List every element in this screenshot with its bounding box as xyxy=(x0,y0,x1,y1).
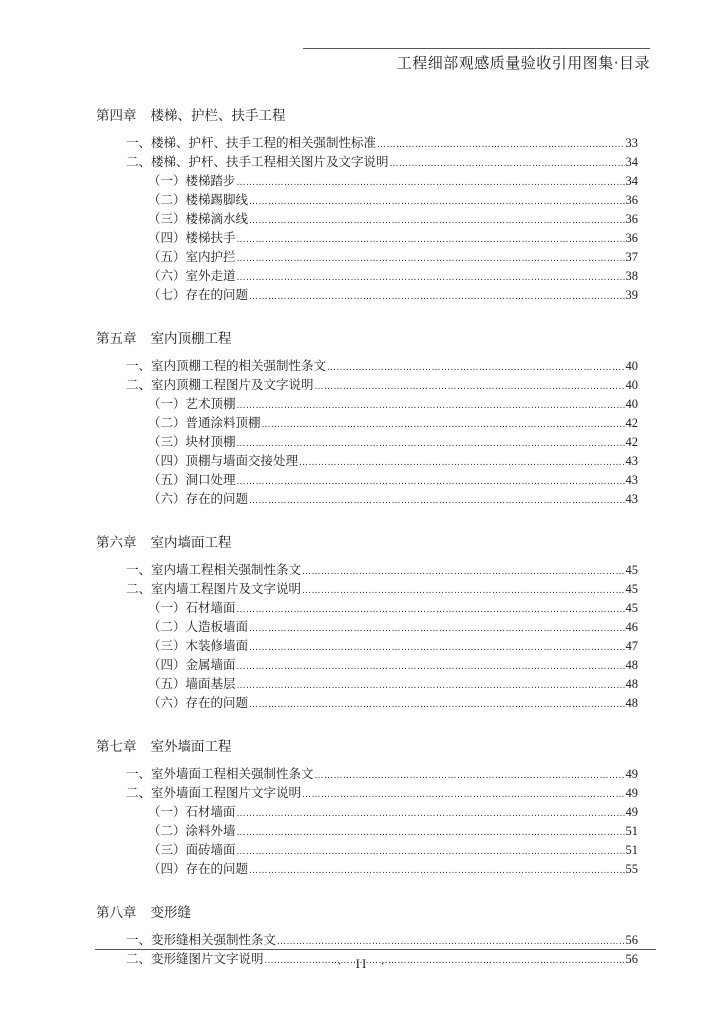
toc-entry-page-number: 37 xyxy=(625,250,638,264)
toc-entry-label: 一、楼梯、护杆、扶手工程的相关强制性标准 xyxy=(126,135,377,150)
toc-entry-page-number: 36 xyxy=(625,231,638,245)
toc-entry xyxy=(96,266,638,285)
dot-leader xyxy=(327,359,624,378)
toc-entry-page-number: 36 xyxy=(625,193,638,207)
toc-entry-label: （六）存在的问题 xyxy=(148,695,249,710)
chapter-title: 室外墙面工程 xyxy=(150,739,232,755)
dot-leader xyxy=(315,378,625,397)
dot-leader xyxy=(302,563,624,582)
chapter-heading xyxy=(96,738,638,757)
dot-leader xyxy=(237,473,625,492)
toc-entry-label: （一）石材墙面 xyxy=(148,804,236,819)
toc-entry xyxy=(96,247,638,266)
page-number: II xyxy=(355,956,369,971)
dot-leader xyxy=(249,212,624,231)
toc-entry xyxy=(96,764,638,783)
toc-entry-page-number: 51 xyxy=(625,843,638,857)
toc-entry-page-number: 55 xyxy=(625,862,638,876)
toc-entry-page-number: 51 xyxy=(625,824,638,838)
chapter-number: 第五章 xyxy=(96,331,137,347)
toc-entry-label: 一、室内墙工程相关强制性条文 xyxy=(126,562,302,577)
toc-entry-page-number: 40 xyxy=(625,397,638,411)
dot-leader xyxy=(237,269,625,288)
toc-entry xyxy=(96,802,638,821)
toc-entry-page-number: 56 xyxy=(625,952,638,966)
dot-leader xyxy=(237,824,625,843)
toc-entry xyxy=(96,470,638,489)
toc-entry xyxy=(96,190,638,209)
toc-entry xyxy=(96,617,638,636)
toc-entry-label: （五）墙面基层 xyxy=(148,676,236,691)
dot-leader xyxy=(249,193,624,212)
dot-leader xyxy=(262,416,625,435)
toc-entry-label: （六）室外走道 xyxy=(148,268,236,283)
chapter-heading xyxy=(96,107,638,126)
toc-entry xyxy=(96,394,638,413)
toc-entry-label: （六）存在的问题 xyxy=(148,491,249,506)
chapter-number: 第六章 xyxy=(96,535,137,551)
toc-entry-label: 一、变形缝相关强制性条文 xyxy=(126,932,277,947)
chapter-title: 室内顶棚工程 xyxy=(150,331,232,347)
toc-entry-label: （一）石材墙面 xyxy=(148,600,236,615)
dot-leader xyxy=(237,658,625,677)
toc-entry-page-number: 40 xyxy=(625,378,638,392)
dot-leader xyxy=(249,620,624,639)
dot-leader xyxy=(237,601,625,620)
toc-entry xyxy=(96,133,638,152)
toc-entry xyxy=(96,375,638,394)
toc-entry-page-number: 49 xyxy=(625,767,638,781)
dot-leader xyxy=(237,174,625,193)
toc-entry-label: （二）楼梯踢脚线 xyxy=(148,192,249,207)
toc-entry-page-number: 45 xyxy=(625,563,638,577)
toc-chapter xyxy=(96,330,638,508)
toc-entry-label: （四）顶棚与墙面交接处理 xyxy=(148,453,299,468)
chapter-heading xyxy=(96,904,638,923)
toc-entry-label: 一、室外墙面工程相关强制性条文 xyxy=(126,766,314,781)
chapter-heading xyxy=(96,330,638,349)
chapter-title: 室内墙面工程 xyxy=(150,535,232,551)
chapter-title: 楼梯、护栏、扶手工程 xyxy=(150,108,286,124)
toc-entry xyxy=(96,859,638,878)
toc-entry xyxy=(96,598,638,617)
toc-entry-page-number: 42 xyxy=(625,416,638,430)
footer-page-number xyxy=(0,956,724,972)
toc-entry-page-number: 47 xyxy=(625,639,638,653)
toc-entry-label: （四）楼梯扶手 xyxy=(148,230,236,245)
toc-entry-page-number: 40 xyxy=(625,359,638,373)
toc-entry xyxy=(96,930,638,949)
dot-leader xyxy=(302,786,624,805)
toc-entry xyxy=(96,579,638,598)
toc-entry-label: （三）面砖墙面 xyxy=(148,842,236,857)
dot-leader xyxy=(302,582,624,601)
toc-entry xyxy=(96,356,638,375)
toc-entry-label: 二、变形缝图片文字说明 xyxy=(126,951,264,966)
chapter-number: 第八章 xyxy=(96,905,137,921)
toc-entry-label: 二、室外墙面工程图片文字说明 xyxy=(126,785,302,800)
table-of-contents xyxy=(96,107,638,994)
toc-entry xyxy=(96,560,638,579)
toc-entry-label: （四）金属墙面 xyxy=(148,657,236,672)
toc-entry-label: （七）存在的问题 xyxy=(148,287,249,302)
toc-entry-page-number: 45 xyxy=(625,601,638,615)
footer-rule xyxy=(95,949,656,950)
dot-leader xyxy=(377,136,624,155)
dot-leader xyxy=(237,843,625,862)
toc-entry-page-number: 48 xyxy=(625,658,638,672)
footer-dot-left: · xyxy=(337,956,344,971)
toc-entry-page-number: 33 xyxy=(625,136,638,150)
footer-dot-right: · xyxy=(380,956,387,971)
dot-leader xyxy=(249,639,624,658)
toc-entry xyxy=(96,636,638,655)
chapter-heading xyxy=(96,534,638,553)
dot-leader xyxy=(315,767,625,786)
toc-entry-page-number: 56 xyxy=(625,933,638,947)
dot-leader xyxy=(237,397,625,416)
toc-entry-page-number: 43 xyxy=(625,454,638,468)
chapter-number: 第四章 xyxy=(96,108,137,124)
toc-entry-label: （一）楼梯踏步 xyxy=(148,173,236,188)
dot-leader xyxy=(237,677,625,696)
toc-entry-label: （二）涂料外墙 xyxy=(148,823,236,838)
toc-chapter xyxy=(96,534,638,712)
running-header-title: 工程细部观感质量验收引用图集·目录 xyxy=(396,54,650,72)
toc-entry xyxy=(96,451,638,470)
chapter-number: 第七章 xyxy=(96,739,137,755)
toc-entry-page-number: 39 xyxy=(625,288,638,302)
toc-entry-label: 二、室内顶棚工程图片及文字说明 xyxy=(126,377,314,392)
toc-entry-page-number: 46 xyxy=(625,620,638,634)
toc-entry-page-number: 34 xyxy=(625,174,638,188)
toc-entry-page-number: 42 xyxy=(625,435,638,449)
toc-entry-label: 二、楼梯、护杆、扶手工程相关图片及文字说明 xyxy=(126,154,389,169)
toc-entry-label: （五）室内护拦 xyxy=(148,249,236,264)
toc-chapter xyxy=(96,738,638,878)
toc-entry xyxy=(96,228,638,247)
toc-entry-label: （三）块材顶棚 xyxy=(148,434,236,449)
dot-leader xyxy=(390,155,625,174)
toc-entry-label: （五）洞口处理 xyxy=(148,472,236,487)
toc-entry-page-number: 43 xyxy=(625,473,638,487)
toc-entry xyxy=(96,209,638,228)
toc-entry xyxy=(96,285,638,304)
toc-entry-page-number: 43 xyxy=(625,492,638,506)
toc-entry-label: （二）人造板墙面 xyxy=(148,619,249,634)
toc-entry-label: （四）存在的问题 xyxy=(148,861,249,876)
toc-chapter xyxy=(96,107,638,304)
toc-entry-page-number: 45 xyxy=(625,582,638,596)
toc-entry-label: （二）普通涂料顶棚 xyxy=(148,415,261,430)
toc-entry xyxy=(96,413,638,432)
toc-entry-label: 一、室内顶棚工程的相关强制性条文 xyxy=(126,358,327,373)
toc-entry xyxy=(96,783,638,802)
toc-entry-label: （一）艺术顶棚 xyxy=(148,396,236,411)
dot-leader xyxy=(299,454,624,473)
toc-entry-page-number: 49 xyxy=(625,786,638,800)
toc-entry xyxy=(96,693,638,712)
toc-entry xyxy=(96,655,638,674)
chapter-title: 变形缝 xyxy=(150,905,191,921)
toc-entry xyxy=(96,821,638,840)
dot-leader xyxy=(237,231,625,250)
toc-entry-page-number: 38 xyxy=(625,269,638,283)
toc-entry xyxy=(96,840,638,859)
toc-entry-page-number: 48 xyxy=(625,696,638,710)
toc-entry xyxy=(96,171,638,190)
toc-entry xyxy=(96,432,638,451)
toc-entry-label: （三）楼梯滴水线 xyxy=(148,211,249,226)
toc-entry xyxy=(96,489,638,508)
toc-entry-page-number: 49 xyxy=(625,805,638,819)
toc-entry-label: 二、室内墙工程图片及文字说明 xyxy=(126,581,302,596)
dot-leader xyxy=(249,862,624,881)
dot-leader xyxy=(249,492,624,511)
dot-leader xyxy=(237,805,625,824)
toc-entry xyxy=(96,152,638,171)
dot-leader xyxy=(249,696,624,715)
toc-entry-label: （三）木装修墙面 xyxy=(148,638,249,653)
toc-entry-page-number: 34 xyxy=(625,155,638,169)
toc-entry-page-number: 36 xyxy=(625,212,638,226)
dot-leader xyxy=(237,250,625,269)
toc-entry xyxy=(96,674,638,693)
header-rule xyxy=(303,48,650,49)
toc-entry-page-number: 48 xyxy=(625,677,638,691)
dot-leader xyxy=(249,288,624,307)
